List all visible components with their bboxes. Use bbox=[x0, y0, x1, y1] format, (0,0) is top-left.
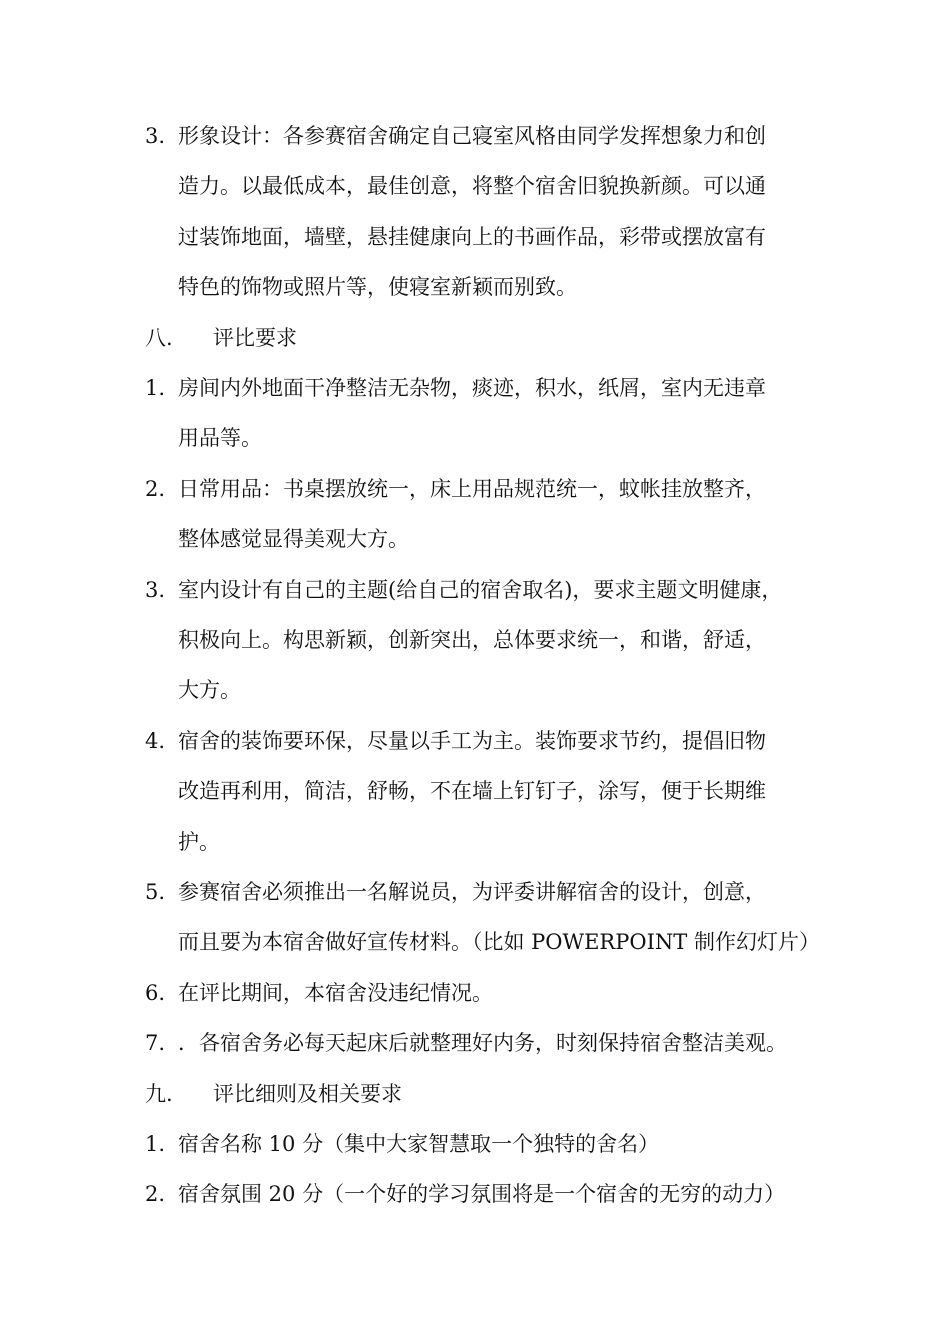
item-text-line: 积极向上。构思新颖，创新突出，总体要求统一，和谐，舒适， bbox=[178, 628, 766, 652]
item-text-line: 宿舍名称 10 分（集中大家智慧取一个独特的舍名） bbox=[178, 1132, 660, 1156]
item-text-line: 过装饰地面，墙壁，悬挂健康向上的书画作品，彩带或摆放富有 bbox=[178, 224, 766, 249]
section-number: 九. bbox=[145, 1081, 173, 1106]
item-text-line: 日常用品：书桌摆放统一，床上用品规范统一，蚊帐挂放整齐， bbox=[178, 476, 766, 501]
item-text-line: 大方。 bbox=[178, 678, 241, 703]
item-number: 6. bbox=[145, 980, 166, 1005]
item-text-line: 宿舍氛围 20 分（一个好的学习氛围将是一个宿舍的无穷的动力） bbox=[178, 1182, 786, 1207]
item-number: 2. bbox=[145, 1182, 166, 1207]
item-number: 4. bbox=[145, 728, 166, 753]
item-number: 3. bbox=[145, 124, 166, 148]
item-number: 2. bbox=[145, 476, 166, 501]
item-text-line: 室内设计有自己的主题(给自己的宿舍取名)，要求主题文明健康， bbox=[178, 577, 783, 602]
item-number: 1. bbox=[145, 376, 166, 400]
section-number: 八. bbox=[145, 325, 173, 350]
item-text-line: 在评比期间，本宿舍没违纪情况。 bbox=[178, 980, 493, 1005]
item-text-line: 用品等。 bbox=[178, 426, 262, 451]
item-text-line: 房间内外地面干净整洁无杂物，痰迹，积水，纸屑，室内无违章 bbox=[178, 376, 766, 400]
section-title: 评比要求 bbox=[213, 325, 297, 350]
item-number: 3. bbox=[145, 577, 166, 602]
item-text-line: 整体感觉显得美观大方。 bbox=[178, 527, 409, 552]
section-title: 评比细则及相关要求 bbox=[213, 1081, 402, 1106]
item-text-line: 而且要为本宿舍做好宣传材料。（比如 POWERPOINT 制作幻灯片） bbox=[178, 930, 820, 955]
item-text-line: 形象设计：各参赛宿舍确定自己寝室风格由同学发挥想象力和创 bbox=[178, 124, 766, 148]
item-text-line: ．各宿舍务必每天起床后就整理好内务，时刻保持宿舍整洁美观。 bbox=[178, 1031, 787, 1056]
item-text-line: 特色的饰物或照片等，使寝室新颖而别致。 bbox=[178, 275, 577, 300]
item-text-line: 参赛宿舍必须推出一名解说员，为评委讲解宿舍的设计，创意， bbox=[178, 880, 766, 904]
item-text-line: 宿舍的装饰要环保，尽量以手工为主。装饰要求节约，提倡旧物 bbox=[178, 728, 766, 753]
item-text-line: 改造再利用，简洁，舒畅，不在墙上钉钉子，涂写，便于长期维 bbox=[178, 779, 766, 804]
item-number: 5. bbox=[145, 880, 166, 904]
item-text-line: 护。 bbox=[178, 829, 220, 854]
item-number: 1. bbox=[145, 1132, 166, 1156]
item-text-line: 造力。以最低成本，最佳创意，将整个宿舍旧貌换新颜。可以通 bbox=[178, 174, 766, 199]
item-number: 7. bbox=[145, 1031, 166, 1056]
